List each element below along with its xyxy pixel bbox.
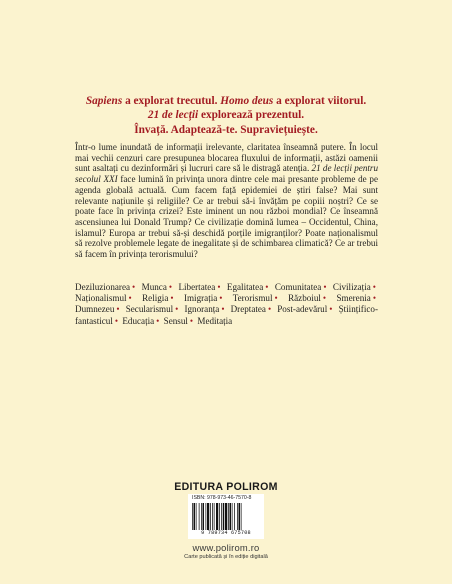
topics-list — [75, 282, 378, 327]
tagline-motto: Învață. Adaptează-te. Supraviețuiește. — [134, 124, 318, 136]
barcode-icon — [192, 503, 260, 530]
bullet-icon: • — [322, 293, 327, 304]
bullet-icon: • — [329, 304, 333, 315]
bullet-icon: • — [323, 282, 327, 292]
tagline-line-1: Sapiens a explorat trecutul. Homo deus a explorat viitorul. — [85, 95, 367, 107]
title-homo-deus: Homo deus — [220, 95, 274, 107]
bullet-icon: • — [217, 282, 221, 292]
topic-item: Imigrația — [183, 293, 218, 304]
bullet-icon: • — [372, 282, 376, 292]
topic-item: Terorismul — [232, 293, 273, 304]
topic-item: Munca — [141, 282, 167, 292]
bullet-icon: • — [128, 293, 132, 304]
topic-item: Civilizația — [332, 282, 371, 292]
topic-item: Războiul — [288, 293, 321, 304]
topic-item: Religia — [142, 293, 169, 304]
topic-item: Meditația — [197, 315, 233, 326]
publisher-name: EDITURA POLIROM — [174, 481, 278, 493]
bullet-icon: • — [168, 282, 173, 292]
topic-item: Deziluzionarea — [75, 282, 131, 292]
tagline-line-2: 21 de lecții explorează prezentul. — [147, 109, 305, 121]
digital-edition-note: Carte publicată și în ediție digitală — [184, 554, 268, 560]
topic-item: Libertatea — [178, 282, 216, 292]
title-21-lectii: 21 de lecții — [147, 109, 199, 121]
barcode-number: 9 789734 675708 — [201, 530, 251, 536]
topic-item: Smerenia — [336, 293, 371, 304]
bullet-icon: • — [274, 293, 278, 304]
tagline — [60, 94, 392, 137]
bullet-icon: • — [156, 315, 160, 326]
topic-item: Dreptatea — [230, 304, 266, 315]
bullet-icon: • — [116, 304, 120, 315]
blurb-text: Într-o lume inundată de informații irelevante, claritatea înseamnă putere. În locul mai vechii cenzuri care presupunea blocarea fluxului de informații, astăzi oamenii sunt asaltați cu dezinformări și lucruri care să le distragă atenția. 21 de lecții pentru secolul XXI face lumină în privința unora dintre cele mai presante probleme de pe agenda globală actuală. Cum facem față epidemiei de știri false? Mai sunt relevante națiunile și religiile? Ce ar trebui să-i învățăm pe copiii noștri? Ce se poate face în privința crizei? Este iminent un nou război mondial? Ce înseamnă ascensiunea lui Donald Trump? Ce civilizație domină lumea – Occidentul, China, islamul? Europa ar trebui să-și deschidă porțile imigranților? Poate naționalismul să rezolve problemele legate de inegalitate și de schimbarea climatică? Ce ar trebui să facem în privința terorismului? — [75, 142, 379, 260]
topic-item: Comunitatea — [274, 282, 322, 292]
bullet-icon: • — [265, 282, 269, 292]
bullet-icon: • — [189, 315, 194, 326]
bullet-icon: • — [132, 282, 136, 292]
topic-item: Egalitatea — [226, 282, 264, 292]
topic-item: Secularismul — [125, 304, 174, 315]
bullet-icon: • — [372, 293, 377, 304]
topic-item: Educația — [122, 315, 155, 326]
bullet-icon: • — [267, 304, 272, 315]
bullet-icon: • — [175, 304, 179, 315]
bullet-icon: • — [219, 293, 223, 304]
isbn-text: ISBN: 978-973-46-7570-8 — [192, 495, 252, 501]
barcode-block — [188, 494, 264, 539]
title-sapiens: Sapiens — [85, 95, 123, 107]
book-title-inline: 21 de lecții pentru secolul XXI — [75, 163, 378, 185]
topic-item: Sensul — [163, 315, 188, 326]
topic-item: Naționalismul — [75, 293, 127, 304]
bullet-icon: • — [114, 315, 119, 326]
topic-item: Post-adevărul — [277, 304, 328, 315]
bullet-icon: • — [170, 293, 174, 304]
bullet-icon: • — [221, 304, 225, 315]
topic-item: Ignoranța — [184, 304, 220, 315]
publisher-website: www.polirom.ro — [192, 542, 260, 553]
topic-item: Dumnezeu — [75, 304, 115, 315]
topic-item: Științifico-fantasticul — [75, 304, 378, 326]
